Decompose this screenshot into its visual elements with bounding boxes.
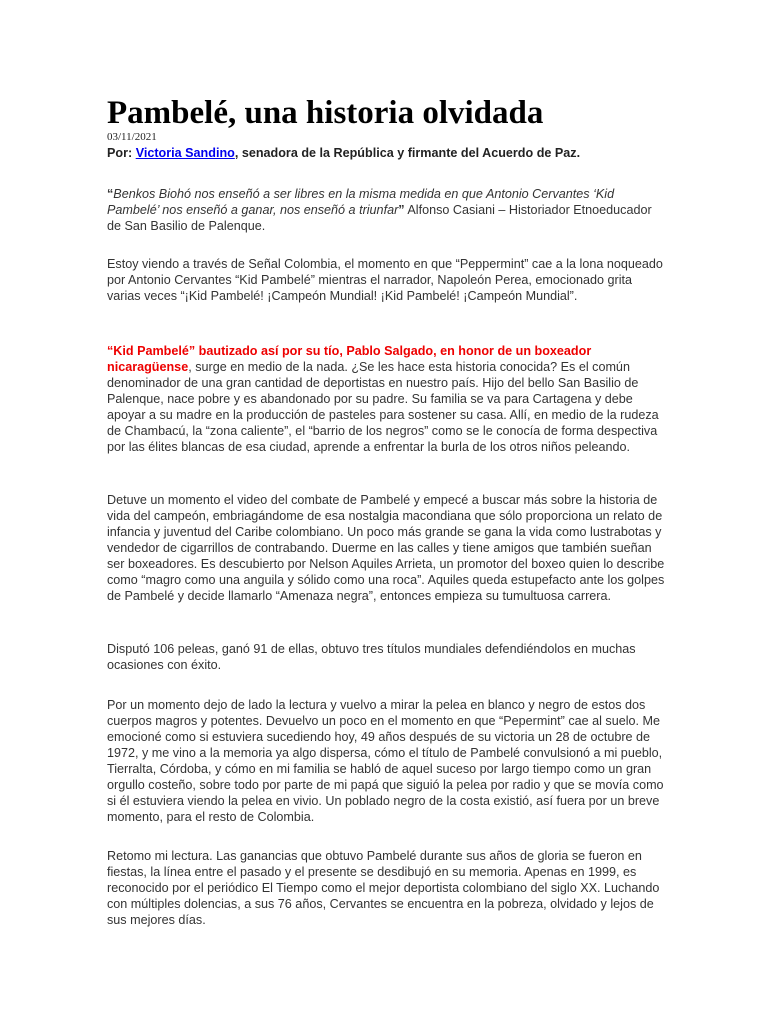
article-date: 03/11/2021 (107, 131, 157, 143)
paragraph-4: Disputó 106 peleas, ganó 91 de ellas, obtuvo tres títulos mundiales defendiéndolos en muchas ocasiones con éxito. (107, 642, 636, 672)
epigraph-quote (107, 186, 667, 234)
paragraph-2-highlight: “Kid Pambelé” bautizado así por su tío, Pablo Salgado, en honor de un boxeador nicaragüense (107, 344, 592, 374)
quote-close-mark: ” (398, 203, 405, 217)
article-title: Pambelé, una historia olvidada (107, 95, 544, 131)
paragraph-2-text: , surge en medio de la nada. ¿Se les hace esta historia conocida? Es el común denominador de una gran cantidad de deportistas en nuestro país. Hijo del bello San Basilio de Palenque, nace pobre y es abandonado por su padre. Su familia se va para Cartagena y debe apoyar a su madre en la producción de pasteles para sostener su casa. Allí, en medio de la rudeza de Chambacú, la “zona caliente”, el “barrio de los negros” como se le conocía de forma despectiva por las élites blancas de esa ciudad, aprende a enfrentar la burla de los otros niños peleando. (107, 360, 659, 454)
paragraph-6: Retomo mi lectura. Las ganancias que obtuvo Pambelé durante sus años de gloria se fueron en fiestas, la línea entre el pasado y el presente se desdibujó en su memoria. Apenas en 1999, es reconocido por el periódico El Tiempo como el mejor deportista colombiano del siglo XX. Luchando con múltiples dolencias, a sus 76 años, Cervantes se encuentra en la pobreza, olvidado y lejos de sus mejores días. (107, 849, 660, 927)
paragraph-3: Detuve un momento el video del combate de Pambelé y empecé a buscar más sobre la historia de vida del campeón, embriagándome de esa nostalgia macondiana que sólo proporciona un relato de infancia y juventud del Caribe colombiano. Un poco más grande se gana la vida como lustrabotas y vendedor de cigarrillos de contrabando. Duerme en las calles y tiene amigos que también sueñan ser boxeadores. Es descubierto por Nelson Aquiles Arrieta, un promotor del boxeo quien lo describe como “magro como una anguila y sólido como una roca”. Aquiles queda estupefacto ante los golpes de Pambelé y decide llamarlo “Amenaza negra”, entonces empieza su tumultuosa carrera. (107, 493, 665, 603)
paragraph-5: Por un momento dejo de lado la lectura y vuelvo a mirar la pelea en blanco y negro de estos dos cuerpos magros y potentes. Devuelvo un poco en el momento en que “Pepermint” cae al suelo. Me emocioné como si estuviera sucediendo hoy, 49 años después de su victoria un 28 de octubre de 1972, y me vino a la memoria ya algo dispersa, cómo el título de Pambelé convulsionó a mi pueblo, Tierralta, Córdoba, y cómo en mi familia se habló de aquel suceso por largo tiempo como un gran orgullo costeño, sobre todo por parte de mi papá que siguió la pelea por radio y que se movía como si él estuviera viendo la pelea en vivio. Un poblado negro de la costa existió, así fuera por un breve momento, para el resto de Colombia. (107, 698, 664, 824)
quote-text: Benkos Biohó nos enseñó a ser libres en la misma medida en que Antonio Cervantes ‘Kid Pambelé’ nos enseñó a ganar, nos enseñó a triunfar (107, 187, 615, 217)
paragraph-2 (107, 343, 667, 455)
quote-attribution: Alfonso Casiani – Historiador Etnoeducador de San Basilio de Palenque. (107, 203, 652, 233)
paragraph-1: Estoy viendo a través de Señal Colombia, el momento en que “Peppermint” cae a la lona noqueado por Antonio Cervantes “Kid Pambelé” mientras el narrador, Napoleón Perea, emocionado grita varias veces “¡Kid Pambelé! ¡Campeón Mundial! ¡Kid Pambelé! ¡Campeón Mundial”. (107, 257, 663, 303)
byline-suffix: , senadora de la República y firmante del Acuerdo de Paz. (234, 146, 581, 160)
author-link[interactable]: Victoria Sandino (135, 146, 235, 160)
byline-prefix: Por: (107, 146, 136, 160)
article-byline (107, 145, 580, 161)
quote-open-mark: “ (107, 187, 114, 201)
